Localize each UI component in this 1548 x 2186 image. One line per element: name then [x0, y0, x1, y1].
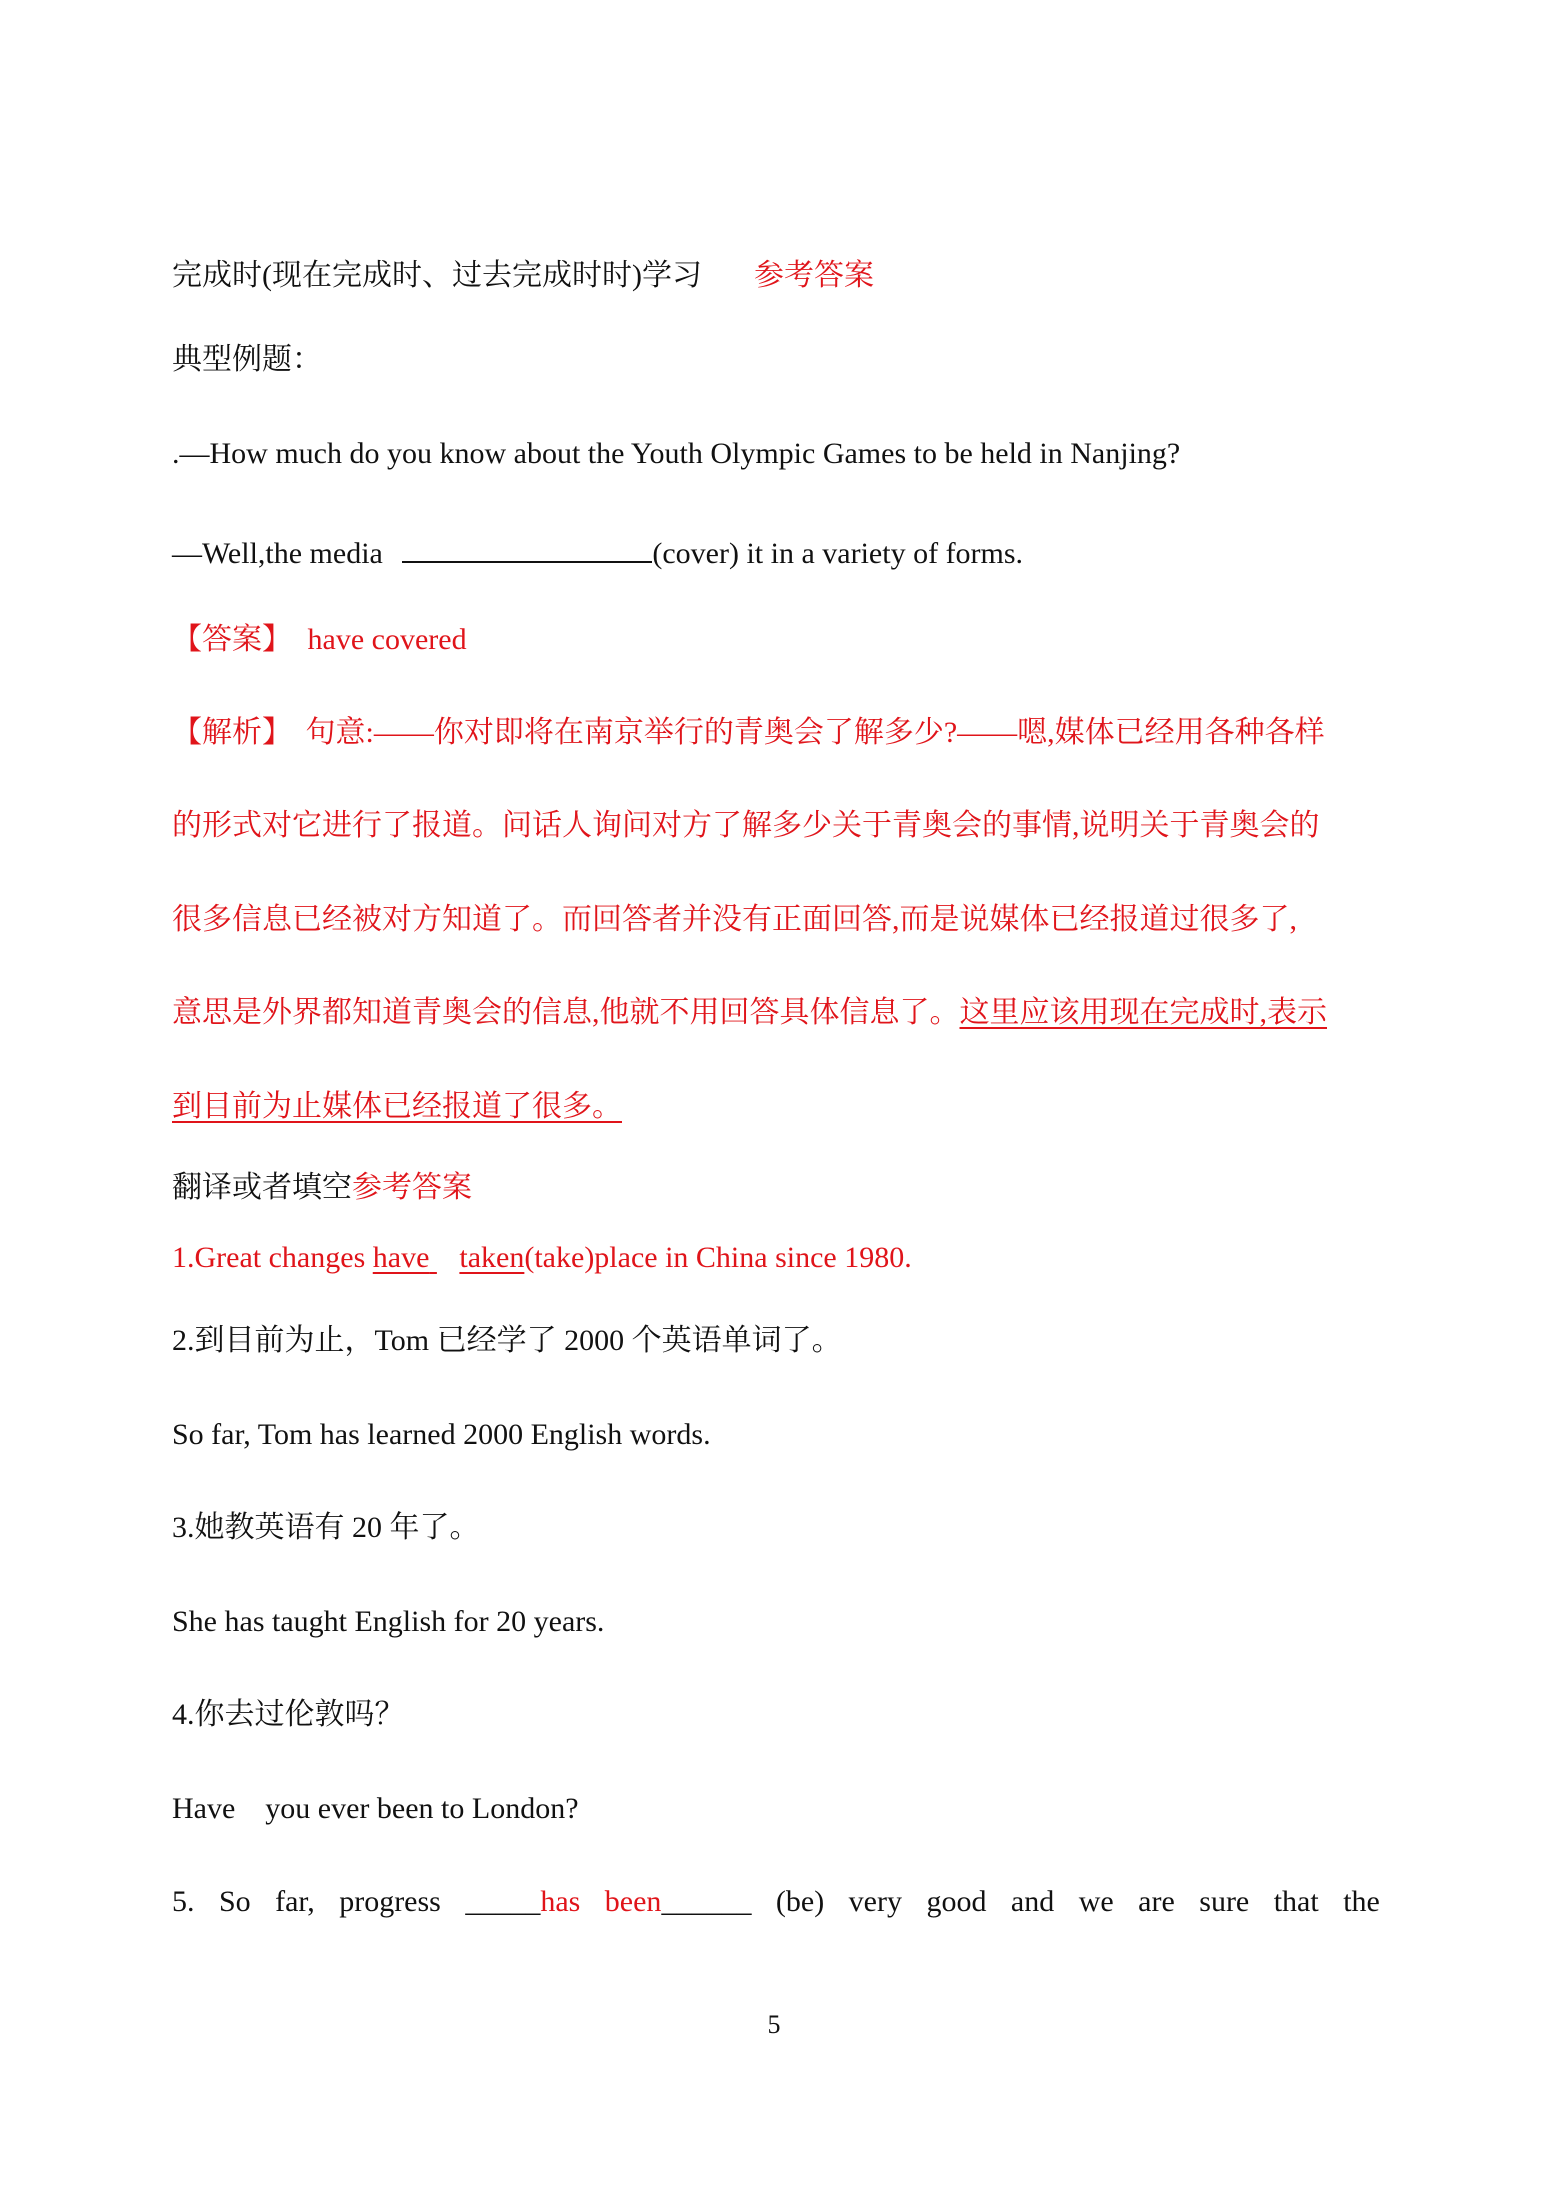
analysis-underlined-4: 这里应该用现在完成时,表示: [959, 996, 1327, 1029]
item-5-word: sure: [1199, 1885, 1250, 1918]
item-5-answer-1: has: [540, 1885, 581, 1918]
page-title: [172, 256, 874, 296]
item-2-answer: So far, Tom has learned 2000 English words.: [172, 1418, 711, 1451]
analysis-text-1: 句意:——你对即将在南京举行的青奥会了解多少?——嗯,媒体已经用各种各样: [305, 716, 1325, 749]
item-5-blank-right: ______: [661, 1885, 752, 1918]
analysis-line-4: [172, 993, 1327, 1033]
item-3-answer: She has taught English for 20 years.: [172, 1605, 605, 1638]
item-1-answer-1: have: [372, 1241, 430, 1274]
item-5-word: that: [1273, 1885, 1319, 1918]
item-5-word: the: [1343, 1885, 1380, 1918]
title-answer-tag: 参考答案: [753, 259, 874, 292]
item-5-blank-group: [465, 1882, 580, 1922]
example-question: .—How much do you know about the Youth Olympic Games to be held in Nanjing?: [172, 437, 1181, 470]
analysis-underlined-5: 到目前为止媒体已经报道了很多。: [172, 1090, 622, 1123]
answer-row: [172, 620, 467, 660]
example-answer-line: [172, 527, 1023, 574]
item-5-word: we: [1078, 1885, 1114, 1918]
item-5-word: are: [1138, 1885, 1175, 1918]
item-5: [172, 1882, 1380, 1922]
title-text: 完成时(现在完成时、过去完成时时)学习: [172, 259, 702, 292]
item-5-word: So: [218, 1885, 251, 1918]
answer-line-before: —Well,the media: [172, 537, 383, 570]
answer-value: have covered: [307, 623, 467, 656]
fill-blank: [402, 527, 652, 563]
exercise-header-answer: 参考答案: [352, 1171, 472, 1204]
item-5-word: very: [848, 1885, 902, 1918]
section-label: 典型例题：: [172, 343, 322, 376]
item-5-answer-2: been: [604, 1885, 662, 1918]
answer-label: 【答案】: [172, 623, 292, 656]
exercise-header: [172, 1168, 472, 1208]
item-5-word: 5.: [172, 1885, 195, 1918]
item-1-gap: [429, 1238, 459, 1278]
item-1: [172, 1238, 912, 1278]
analysis-line-3: 很多信息已经被对方知道了。而回答者并没有正面回答,而是说媒体已经报道过很多了,: [172, 903, 1297, 936]
item-5-word: and: [1010, 1885, 1055, 1918]
analysis-line-1: [172, 713, 1325, 753]
item-4-answer-rest: you ever been to London?: [265, 1792, 579, 1825]
item-5-word: good: [926, 1885, 987, 1918]
item-4-answer-word: Have: [172, 1792, 236, 1825]
exercise-header-text: 翻译或者填空: [172, 1171, 352, 1204]
analysis-line-2: 的形式对它进行了报道。问话人询问对方了解多少关于青奥会的事情,说明关于青奥会的: [172, 809, 1320, 842]
item-4-answer: [172, 1789, 579, 1829]
item-1-start: 1.Great changes: [172, 1241, 373, 1274]
item-5-word: far,: [275, 1885, 315, 1918]
item-1-answer-2: taken: [459, 1241, 525, 1274]
item-2-prompt: 2.到目前为止，Tom 已经学了 2000 个英语单词了。: [172, 1324, 842, 1357]
item-5-word: (be): [775, 1885, 825, 1918]
analysis-text-4: 意思是外界都知道青奥会的信息,他就不用回答具体信息了。: [172, 996, 960, 1029]
item-5-blank-left: _____: [465, 1885, 541, 1918]
item-1-end: (take)place in China since 1980.: [524, 1241, 912, 1274]
item-3-prompt: 3.她教英语有 20 年了。: [172, 1511, 480, 1544]
item-4-prompt: 4.你去过伦敦吗？: [172, 1698, 405, 1731]
item-5-blank-group: [605, 1882, 752, 1922]
page-number: 5: [767, 2010, 781, 2039]
analysis-line-5: [172, 1087, 622, 1127]
analysis-label: 【解析】: [172, 716, 292, 749]
answer-line-after: (cover) it in a variety of forms.: [652, 537, 1024, 570]
item-5-word: progress: [339, 1885, 441, 1918]
